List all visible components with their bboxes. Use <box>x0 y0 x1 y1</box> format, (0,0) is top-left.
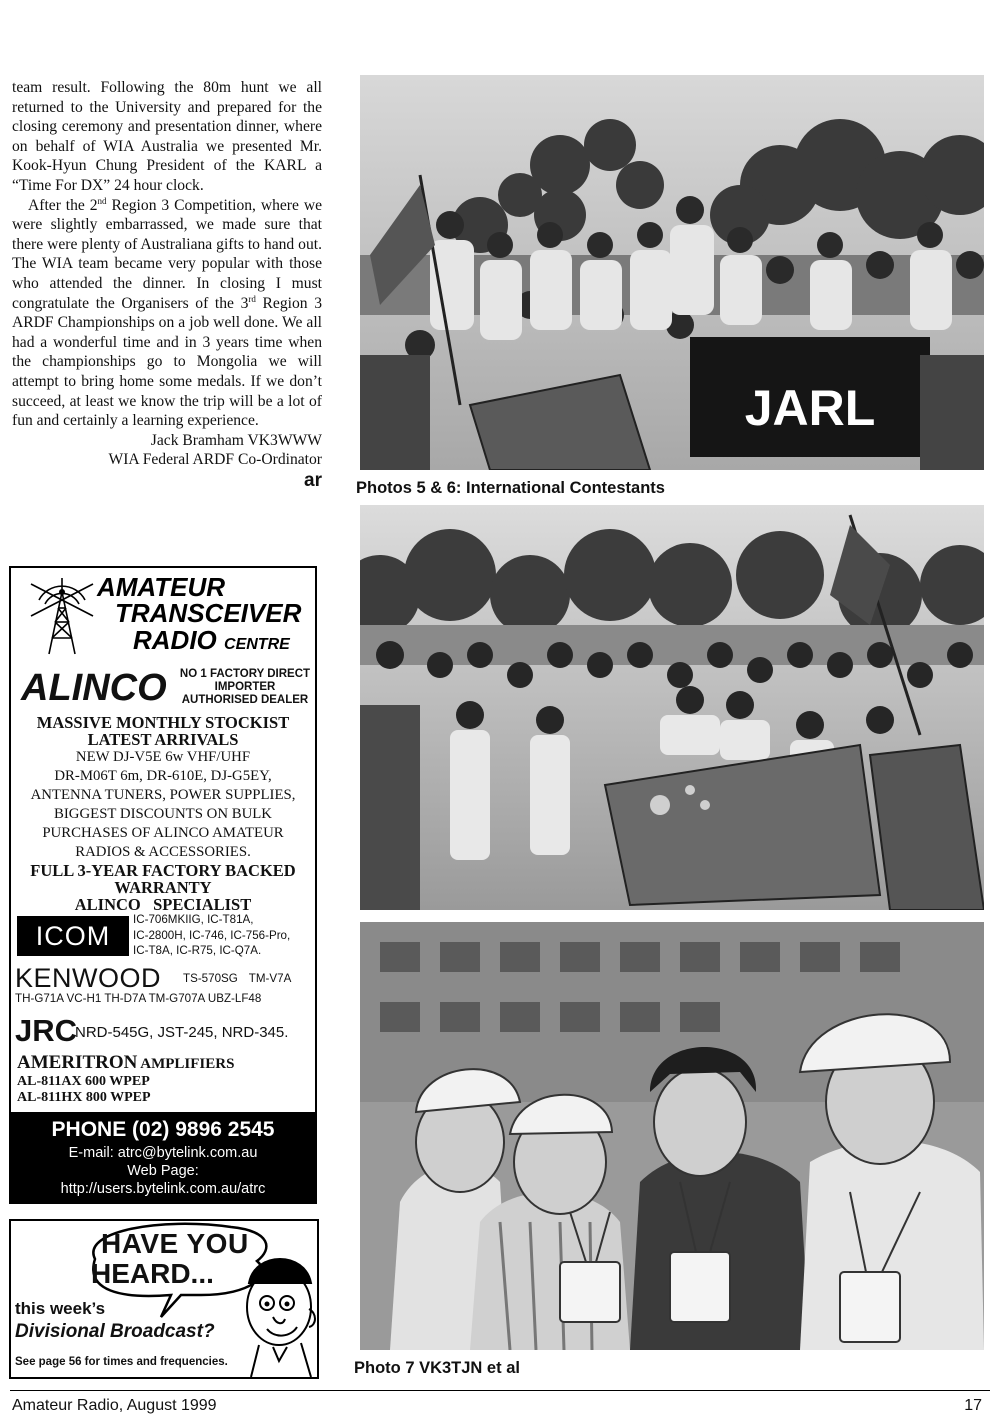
jrc-logo: JRC <box>15 1013 78 1048</box>
atrc-line-6: RADIOS & ACCESSORIES. <box>75 844 251 860</box>
caption-photos-5-6: Photos 5 & 6: International Contestants <box>356 479 665 497</box>
author-role: WIA Federal ARDF Co-Ordinator <box>108 451 322 469</box>
kenwood-logo: KENWOOD <box>15 963 162 993</box>
superscript-rd: rd <box>248 293 256 304</box>
photo-flags-group-image <box>360 505 984 910</box>
footer-publication: Amateur Radio, August 1999 <box>12 1397 217 1414</box>
atrc-line-3: ANTENNA TUNERS, POWER SUPPLIES, <box>30 787 296 803</box>
superscript-nd: nd <box>97 195 107 206</box>
atrc-title-line-1: AMATEUR <box>97 572 226 602</box>
icom-models <box>133 912 313 959</box>
atrc-headline-1: MASSIVE MONTHLY STOCKIST <box>36 713 290 732</box>
alinco-brand-row <box>17 666 313 710</box>
photo-vk3tjn <box>360 922 984 1350</box>
photo-jarl-group <box>360 75 984 470</box>
ameritron-amp-1: AL-811AX 600 WPEP <box>17 1074 150 1089</box>
atrc-web-url: http://users.bytelink.com.au/atrc <box>60 1181 266 1197</box>
photo-jarl-group-image <box>360 75 984 470</box>
icom-models-2: IC-2800H, IC-746, IC-756-Pro, <box>133 928 291 942</box>
ameritron-block <box>17 1052 313 1106</box>
atrc-warranty-1: FULL 3-YEAR FACTORY BACKED <box>30 861 296 880</box>
atrc-phone: PHONE (02) 9896 2545 <box>51 1118 275 1141</box>
caption-photo-7: Photo 7 VK3TJN et al <box>354 1359 520 1377</box>
icom-row <box>15 912 311 960</box>
ameritron-amplifiers: AMPLIFIERS <box>137 1056 235 1072</box>
alinco-logo: ALINCO <box>21 667 167 709</box>
atrc-web-label: Web Page: <box>127 1163 199 1179</box>
hyh-bubble-line-2: HEARD... <box>91 1258 214 1289</box>
alinco-tag-1: NO 1 FACTORY DIRECT <box>179 668 311 680</box>
alinco-tag-3: AUTHORISED DEALER <box>181 694 309 706</box>
para2-part-c: Region 3 ARDF Championships on a job well done. We all had a wonderful time and in 3 years time when the championships go to Mongolia we will attempt to bring home some medals. If we don’t succeed, at least we know the trip will be a lot of fun and certainly a learning experience. <box>12 294 322 430</box>
atrc-line-4: BIGGEST DISCOUNTS ON BULK <box>54 806 272 822</box>
atrc-title-line-3 <box>133 626 301 659</box>
icom-models-1: IC-706MKIIG, IC-T81A, <box>133 913 254 926</box>
atrc-specialist: ALINCO SPECIALIST <box>74 895 252 914</box>
icom-models-3: IC-T8A, IC-R75, IC-Q7A. <box>133 944 262 957</box>
photo-flags-group <box>360 505 984 910</box>
atrc-contact-bar <box>11 1112 315 1202</box>
atrc-title-centre: CENTRE <box>224 636 290 653</box>
have-you-heard-advertisement <box>9 1219 319 1379</box>
para2-part-b: Region 3 Competition, where we were slightly embarrassed, we made sure that there were plenty of Australiana gifts to hand out. The WIA team became very popular with those who attended the dinner. In closing I must congratulate the Organisers of the 3 <box>12 196 323 312</box>
atrc-advertisement <box>9 566 317 1204</box>
kenwood-models-1: TS-570SG TM-V7A <box>183 972 292 985</box>
jarl-banner-text: JARL <box>744 380 876 436</box>
jrc-row <box>15 1014 311 1050</box>
article-column <box>12 78 322 492</box>
atrc-header <box>11 568 315 676</box>
jrc-models: NRD-545G, JST-245, NRD-345. <box>75 1024 289 1041</box>
hyh-bubble-line-1: HAVE YOU <box>101 1228 249 1259</box>
alinco-tagline <box>177 668 313 707</box>
icom-logo: ICOM <box>17 916 129 956</box>
hyh-this-week: this week’s <box>15 1299 106 1318</box>
atrc-line-1: NEW DJ-V5E 6w VHF/UHF <box>75 749 251 765</box>
atrc-email: E-mail: atrc@bytelink.com.au <box>68 1145 258 1161</box>
para2-part-a: After the 2 <box>28 196 98 214</box>
article-paragraph-1: team result. Following the 80m hunt we all returned to the University and prepared for the closing ceremony and presentation dinner, where on behalf of WIA Australia we presented Mr. Kook-Hyun Chung President of the KARL a “Time For DX” 24 hour clock. <box>12 79 322 194</box>
hyh-see-page: See page 56 for times and frequencies. <box>15 1356 228 1368</box>
atrc-stock-list <box>15 714 311 913</box>
photo-vk3tjn-image <box>360 922 984 1350</box>
footer-page-number: 17 <box>964 1397 982 1414</box>
atrc-title <box>97 574 301 659</box>
atrc-title-radio: RADIO <box>133 625 217 655</box>
atrc-warranty-2: WARRANTY <box>114 878 212 897</box>
article-end-mark: ar <box>304 469 322 491</box>
ameritron-amp-2: AL-811HX 800 WPEP <box>17 1090 151 1105</box>
author-name: Jack Bramham VK3WWW <box>150 431 322 449</box>
alinco-tag-2: IMPORTER <box>214 681 276 693</box>
kenwood-row <box>15 964 311 1010</box>
footer-rule <box>10 1390 990 1391</box>
kenwood-models-2: TH-G71A VC-H1 TH-D7A TM-G707A UBZ-LF48 <box>15 992 262 1005</box>
atrc-headline-2: LATEST ARRIVALS <box>87 730 239 749</box>
hyh-divisional-broadcast: Divisional Broadcast? <box>15 1321 215 1342</box>
atrc-title-line-2: TRANSCEIVER <box>115 598 302 628</box>
radio-tower-icon <box>27 576 97 656</box>
atrc-line-5: PURCHASES OF ALINCO AMATEUR <box>42 825 284 841</box>
ameritron-brand: AMERITRON <box>17 1052 138 1073</box>
article-paragraph-2 <box>12 196 322 431</box>
atrc-line-2: DR-M06T 6m, DR-610E, DJ-G5EY, <box>54 768 272 784</box>
